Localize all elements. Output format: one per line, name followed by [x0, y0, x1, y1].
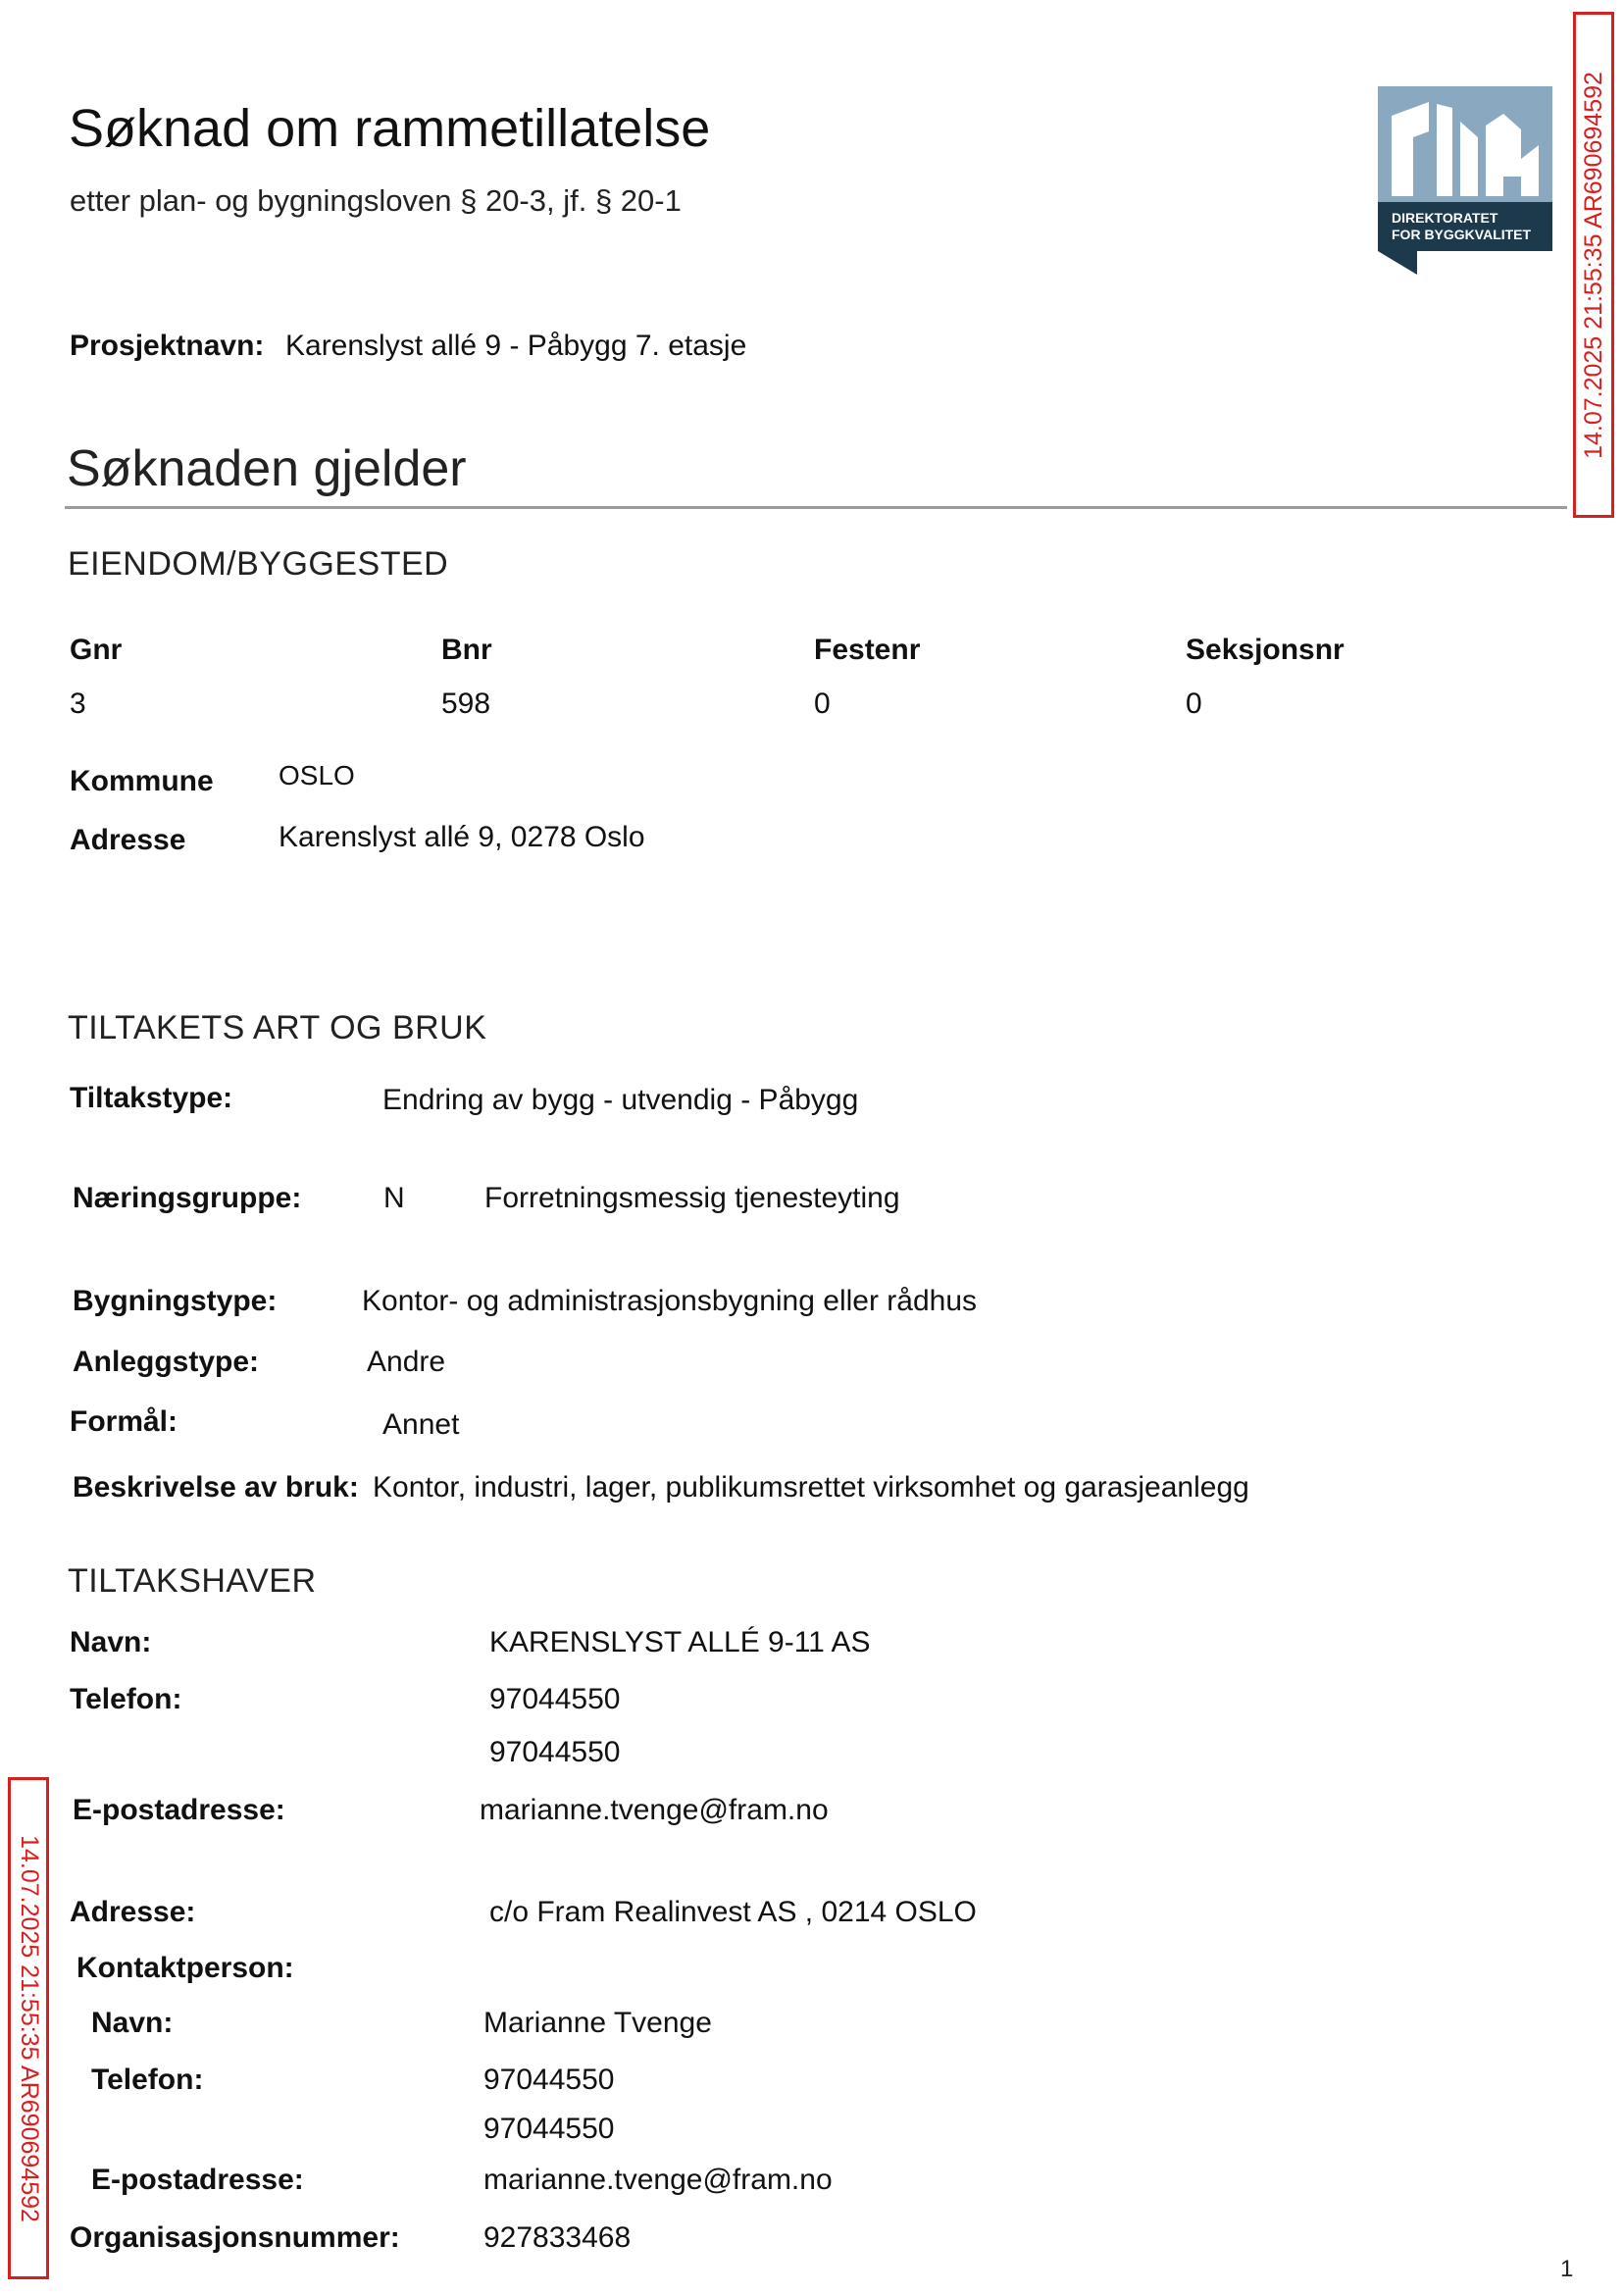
tiltakshaver-telefon-label: Telefon: — [70, 1683, 182, 1715]
tiltakstype-value: Endring av bygg - utvendig - Påbygg — [382, 1084, 859, 1116]
tiltak-heading: TILTAKETS ART OG BRUK — [68, 1009, 487, 1046]
timestamp-stamp-left — [8, 1777, 49, 2279]
tiltakstype-label: Tiltakstype: — [70, 1082, 233, 1114]
kontakt-epost-label: E-postadresse: — [91, 2164, 304, 2196]
bygningstype-value: Kontor- og administrasjonsbygning eller rådhus — [362, 1285, 978, 1317]
anleggstype-label: Anleggstype: — [73, 1346, 260, 1378]
festenr-label: Festenr — [814, 634, 921, 666]
kontakt-telefon-2: 97044550 — [483, 2113, 615, 2145]
kontakt-navn-label: Navn: — [91, 2007, 174, 2039]
page-subtitle: etter plan- og bygningsloven § 20-3, jf. § 20-1 — [70, 183, 682, 218]
stamp-text: 14.07.2025 21:55:35 AR690694592 — [15, 1834, 43, 2222]
stamp-text: 14.07.2025 21:55:35 AR690694592 — [1579, 71, 1607, 459]
kommune-value: OSLO — [279, 760, 355, 790]
festenr-value: 0 — [814, 688, 831, 720]
kontakt-telefon-label: Telefon: — [91, 2064, 204, 2096]
bnr-label: Bnr — [441, 634, 492, 666]
tiltakshaver-telefon-2: 97044550 — [489, 1736, 621, 1768]
adresse-value: Karenslyst allé 9, 0278 Oslo — [279, 821, 645, 853]
tiltakshaver-heading: TILTAKSHAVER — [68, 1562, 317, 1600]
gnr-label: Gnr — [70, 634, 123, 666]
page-number: 1 — [1560, 2256, 1574, 2282]
eiendom-heading: EIENDOM/BYGGESTED — [68, 545, 449, 583]
page-title: Søknad om rammetillatelse — [69, 99, 711, 158]
kontakt-telefon-1: 97044550 — [483, 2064, 615, 2096]
bruk-label: Beskrivelse av bruk: — [73, 1471, 359, 1504]
bruk-value: Kontor, industri, lager, publikumsrettet virksomhet og garasjeanlegg — [373, 1471, 1249, 1504]
tiltakshaver-navn-label: Navn: — [70, 1626, 152, 1658]
bnr-value: 598 — [441, 688, 491, 720]
kontakt-navn-value: Marianne Tvenge — [483, 2007, 712, 2039]
tiltakshaver-epost-value: marianne.tvenge@fram.no — [480, 1794, 829, 1826]
section-divider — [65, 506, 1567, 509]
tiltakshaver-adresse-label: Adresse: — [70, 1896, 196, 1928]
kontakt-epost-value: marianne.tvenge@fram.no — [483, 2164, 833, 2196]
seksjonsnr-value: 0 — [1186, 688, 1202, 720]
orgnr-label: Organisasjonsnummer: — [70, 2221, 400, 2254]
timestamp-stamp-right — [1573, 12, 1614, 518]
logo-text-line2: FOR BYGGKVALITET — [1392, 227, 1532, 242]
tiltakshaver-navn-value: KARENSLYST ALLÉ 9-11 AS — [489, 1626, 871, 1658]
tiltakshaver-telefon-1: 97044550 — [489, 1683, 621, 1715]
project-name-value: Karenslyst allé 9 - Påbygg 7. etasje — [285, 330, 747, 362]
formal-label: Formål: — [70, 1405, 178, 1438]
tiltakshaver-epost-label: E-postadresse: — [73, 1794, 285, 1826]
section-title: Søknaden gjelder — [67, 440, 467, 497]
naeringsgruppe-value: Forretningsmessig tjenesteyting — [484, 1182, 900, 1214]
naeringsgruppe-label: Næringsgruppe: — [73, 1182, 302, 1214]
gnr-value: 3 — [70, 688, 86, 720]
formal-value: Annet — [382, 1408, 460, 1441]
orgnr-value: 927833468 — [483, 2221, 632, 2254]
dibk-logo — [1378, 86, 1552, 278]
tiltakshaver-adresse-value: c/o Fram Realinvest AS , 0214 OSLO — [489, 1896, 977, 1928]
logo-text-line1: DIREKTORATET — [1392, 210, 1498, 226]
naeringsgruppe-code: N — [383, 1182, 405, 1214]
project-name-label: Prosjektnavn: — [70, 330, 265, 362]
kontaktperson-label: Kontaktperson: — [76, 1952, 294, 1984]
bygningstype-label: Bygningstype: — [73, 1285, 278, 1317]
adresse-label: Adresse — [70, 824, 186, 856]
anleggstype-value: Andre — [367, 1346, 446, 1378]
kommune-label: Kommune — [70, 765, 214, 797]
seksjonsnr-label: Seksjonsnr — [1186, 634, 1345, 666]
